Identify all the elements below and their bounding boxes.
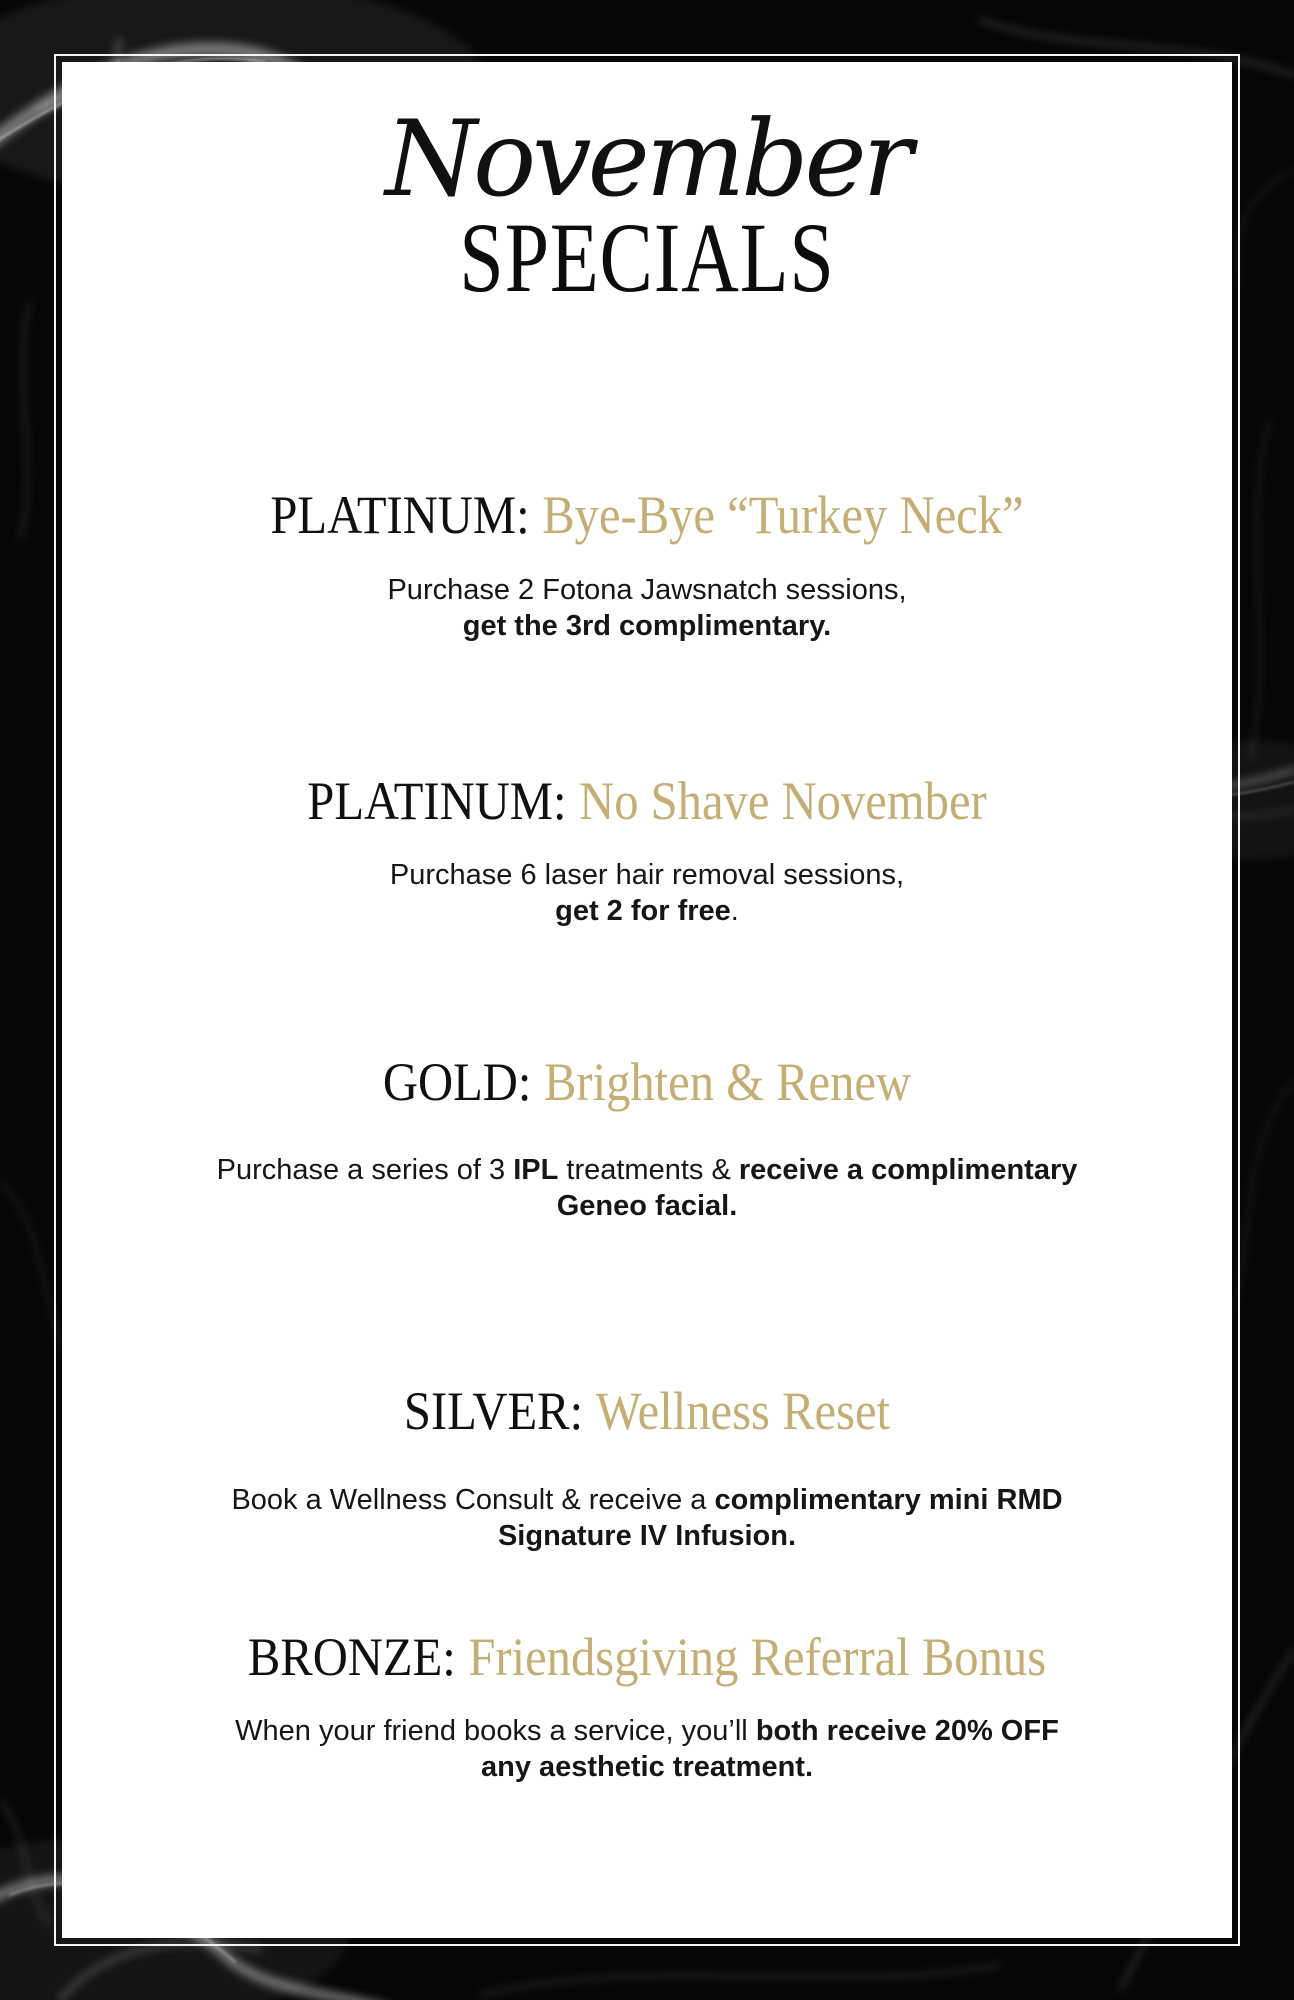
body-run: IPL (513, 1154, 559, 1187)
body-line (62, 1188, 1232, 1224)
body-run: Signature IV Infusion. (497, 1519, 797, 1552)
special-section (62, 1382, 1232, 1553)
offer-name: Bye-Bye “Turkey Neck” (542, 485, 1024, 546)
body-run: Purchase a series of 3 (216, 1154, 514, 1187)
section-heading (121, 1382, 1174, 1441)
tier-label: BRONZE: (247, 1626, 456, 1687)
body-run: . (730, 895, 739, 928)
body-line (62, 608, 1232, 644)
body-run: receive a complimentary (738, 1154, 1078, 1187)
body-line (62, 857, 1232, 893)
body-run: any aesthetic treatment. (480, 1751, 813, 1784)
offer-name: No Shave November (579, 770, 987, 831)
tier-label: SILVER: (403, 1381, 584, 1442)
offer-name: Friendsgiving Referral Bonus (468, 1626, 1047, 1687)
body-run: When your friend books a service, you’ll (235, 1715, 756, 1748)
body-line (62, 893, 1232, 929)
flyer-frame (54, 54, 1240, 1946)
body-line (62, 1713, 1232, 1749)
offer-name: Wellness Reset (595, 1381, 891, 1442)
body-run: get 2 for free (555, 895, 731, 928)
body-run: both receive 20% OFF (755, 1715, 1059, 1748)
body-run: treatments & (558, 1154, 739, 1187)
flyer-panel (62, 62, 1232, 1938)
offer-name: Brighten & Renew (543, 1052, 912, 1113)
body-line (62, 1749, 1232, 1785)
section-body (62, 857, 1232, 929)
tier-label: PLATINUM: (307, 770, 567, 831)
section-heading (121, 1053, 1174, 1112)
tier-label: PLATINUM: (270, 485, 530, 546)
section-body (62, 1152, 1232, 1224)
section-heading (121, 486, 1174, 545)
section-heading (121, 772, 1174, 831)
body-line (62, 1518, 1232, 1554)
body-run: get the 3rd complimentary. (462, 609, 832, 642)
body-line (62, 1152, 1232, 1188)
specials-list (62, 486, 1232, 1785)
section-body (62, 1713, 1232, 1785)
section-body (62, 572, 1232, 644)
section-body (62, 1482, 1232, 1554)
special-section (62, 486, 1232, 643)
tier-label: GOLD: (382, 1052, 532, 1113)
body-run: Geneo facial. (556, 1190, 738, 1223)
body-line (62, 1482, 1232, 1518)
special-section (62, 1628, 1232, 1785)
title-script-november: November (385, 98, 909, 220)
title-caps-specials: SPECIALS (459, 202, 835, 314)
body-run: complimentary mini RMD (714, 1483, 1063, 1516)
body-run: Book a Wellness Consult & receive a (231, 1483, 715, 1516)
section-heading (121, 1628, 1174, 1687)
body-run: Purchase 2 Fotona Jawsnatch sessions, (387, 573, 907, 606)
body-run: Purchase 6 laser hair removal sessions, (389, 859, 905, 892)
body-line (62, 572, 1232, 608)
special-section (62, 772, 1232, 929)
special-section (62, 1053, 1232, 1224)
